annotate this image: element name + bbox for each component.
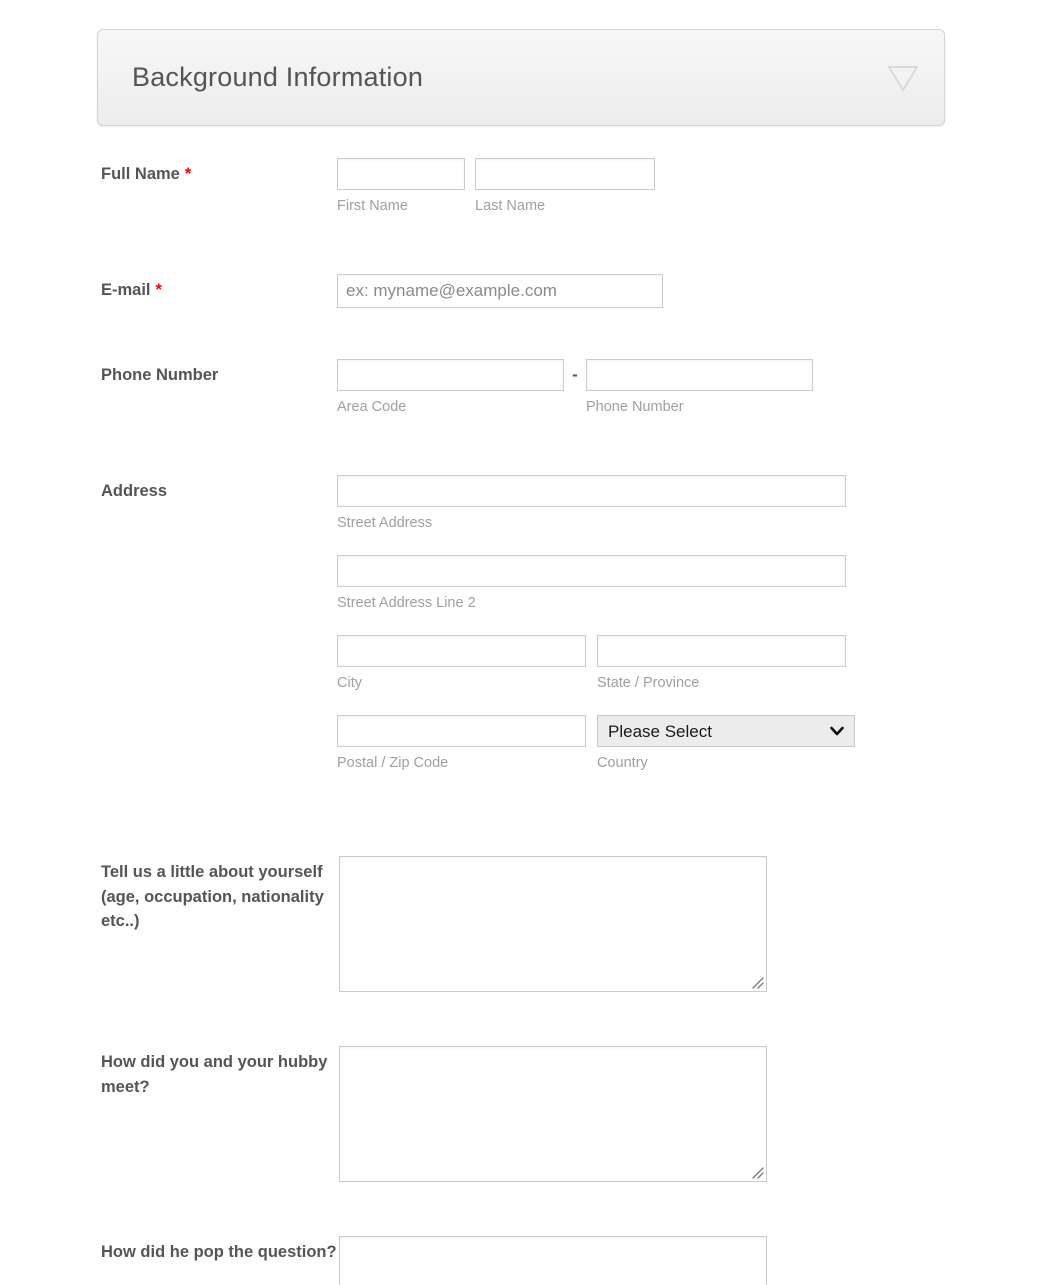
phone-separator: - — [572, 365, 578, 384]
field-body-address — [337, 475, 961, 772]
first-name-sublabel: First Name — [337, 198, 408, 214]
area-code-sublabel: Area Code — [337, 399, 407, 415]
street-address-group — [337, 475, 961, 532]
field-phone-number — [101, 359, 961, 416]
label-text: How did you and your hubby meet? — [101, 1053, 328, 1096]
last-name-input[interactable] — [475, 158, 655, 190]
postal-zip-code-sublabel: Postal / Zip Code — [337, 755, 449, 771]
street-address-line2-group — [337, 555, 961, 612]
phone-row — [337, 359, 961, 416]
label-text: Phone Number — [101, 366, 219, 384]
city-group — [337, 635, 586, 692]
triangle-down-icon[interactable] — [884, 61, 922, 95]
area-code-group — [337, 359, 564, 416]
state-province-input[interactable] — [597, 635, 846, 667]
city-state-row — [337, 635, 961, 692]
required-asterisk: * — [184, 165, 192, 183]
country-group — [597, 715, 855, 772]
section-title: Background Information — [132, 61, 424, 92]
field-label-how-met — [101, 1046, 339, 1187]
field-label-about-yourself — [101, 856, 339, 997]
phone-number-group — [586, 359, 813, 416]
field-label-phone-number — [101, 359, 337, 416]
field-how-met — [101, 1046, 961, 1187]
proposal-textarea-wrap — [339, 1236, 767, 1285]
city-sublabel: City — [337, 675, 362, 691]
country-sublabel: Country — [597, 755, 648, 771]
first-name-group — [337, 158, 465, 215]
section-header-background-information[interactable] — [97, 29, 945, 126]
proposal-textarea[interactable] — [339, 1236, 767, 1285]
first-name-input[interactable] — [337, 158, 465, 190]
last-name-group — [475, 158, 655, 215]
label-text: Tell us a little about yourself (age, occupation, nationality etc..) — [101, 863, 324, 930]
field-body-about-yourself — [339, 856, 961, 997]
field-about-yourself — [101, 856, 961, 997]
field-body-proposal — [339, 1236, 961, 1285]
email-input[interactable] — [337, 274, 663, 308]
field-body-full-name — [337, 158, 961, 215]
street-address-input[interactable] — [337, 475, 846, 507]
country-select[interactable] — [597, 715, 855, 747]
postal-country-row — [337, 715, 961, 772]
how-met-textarea[interactable] — [339, 1046, 767, 1182]
street-address-sublabel: Street Address — [337, 515, 433, 531]
label-text: E-mail — [101, 281, 151, 299]
phone-number-input[interactable] — [586, 359, 813, 391]
label-text: How did he pop the question? — [101, 1243, 337, 1261]
field-proposal — [101, 1236, 961, 1285]
field-label-email — [101, 274, 337, 308]
phone-number-sublabel: Phone Number — [586, 399, 684, 415]
label-text: Address — [101, 482, 168, 500]
city-input[interactable] — [337, 635, 586, 667]
how-met-textarea-wrap — [339, 1046, 767, 1182]
state-province-sublabel: State / Province — [597, 675, 700, 691]
postal-zip-group — [337, 715, 586, 772]
street-address-line2-sublabel: Street Address Line 2 — [337, 595, 476, 611]
full-name-row — [337, 158, 961, 215]
field-label-proposal — [101, 1236, 339, 1285]
field-address — [101, 475, 961, 772]
field-body-phone-number — [337, 359, 961, 416]
last-name-sublabel: Last Name — [475, 198, 546, 214]
field-body-how-met — [339, 1046, 961, 1187]
field-label-address — [101, 475, 337, 772]
field-label-full-name — [101, 158, 337, 215]
area-code-input[interactable] — [337, 359, 564, 391]
state-province-group — [597, 635, 846, 692]
field-body-email — [337, 274, 961, 308]
field-full-name — [101, 158, 961, 215]
about-yourself-textarea-wrap — [339, 856, 767, 992]
country-select-wrap[interactable] — [597, 715, 855, 747]
required-asterisk: * — [155, 281, 162, 299]
postal-zip-code-input[interactable] — [337, 715, 586, 747]
street-address-line2-input[interactable] — [337, 555, 846, 587]
label-text: Full Name — [101, 165, 180, 183]
about-yourself-textarea[interactable] — [339, 856, 767, 992]
field-email — [101, 274, 961, 308]
